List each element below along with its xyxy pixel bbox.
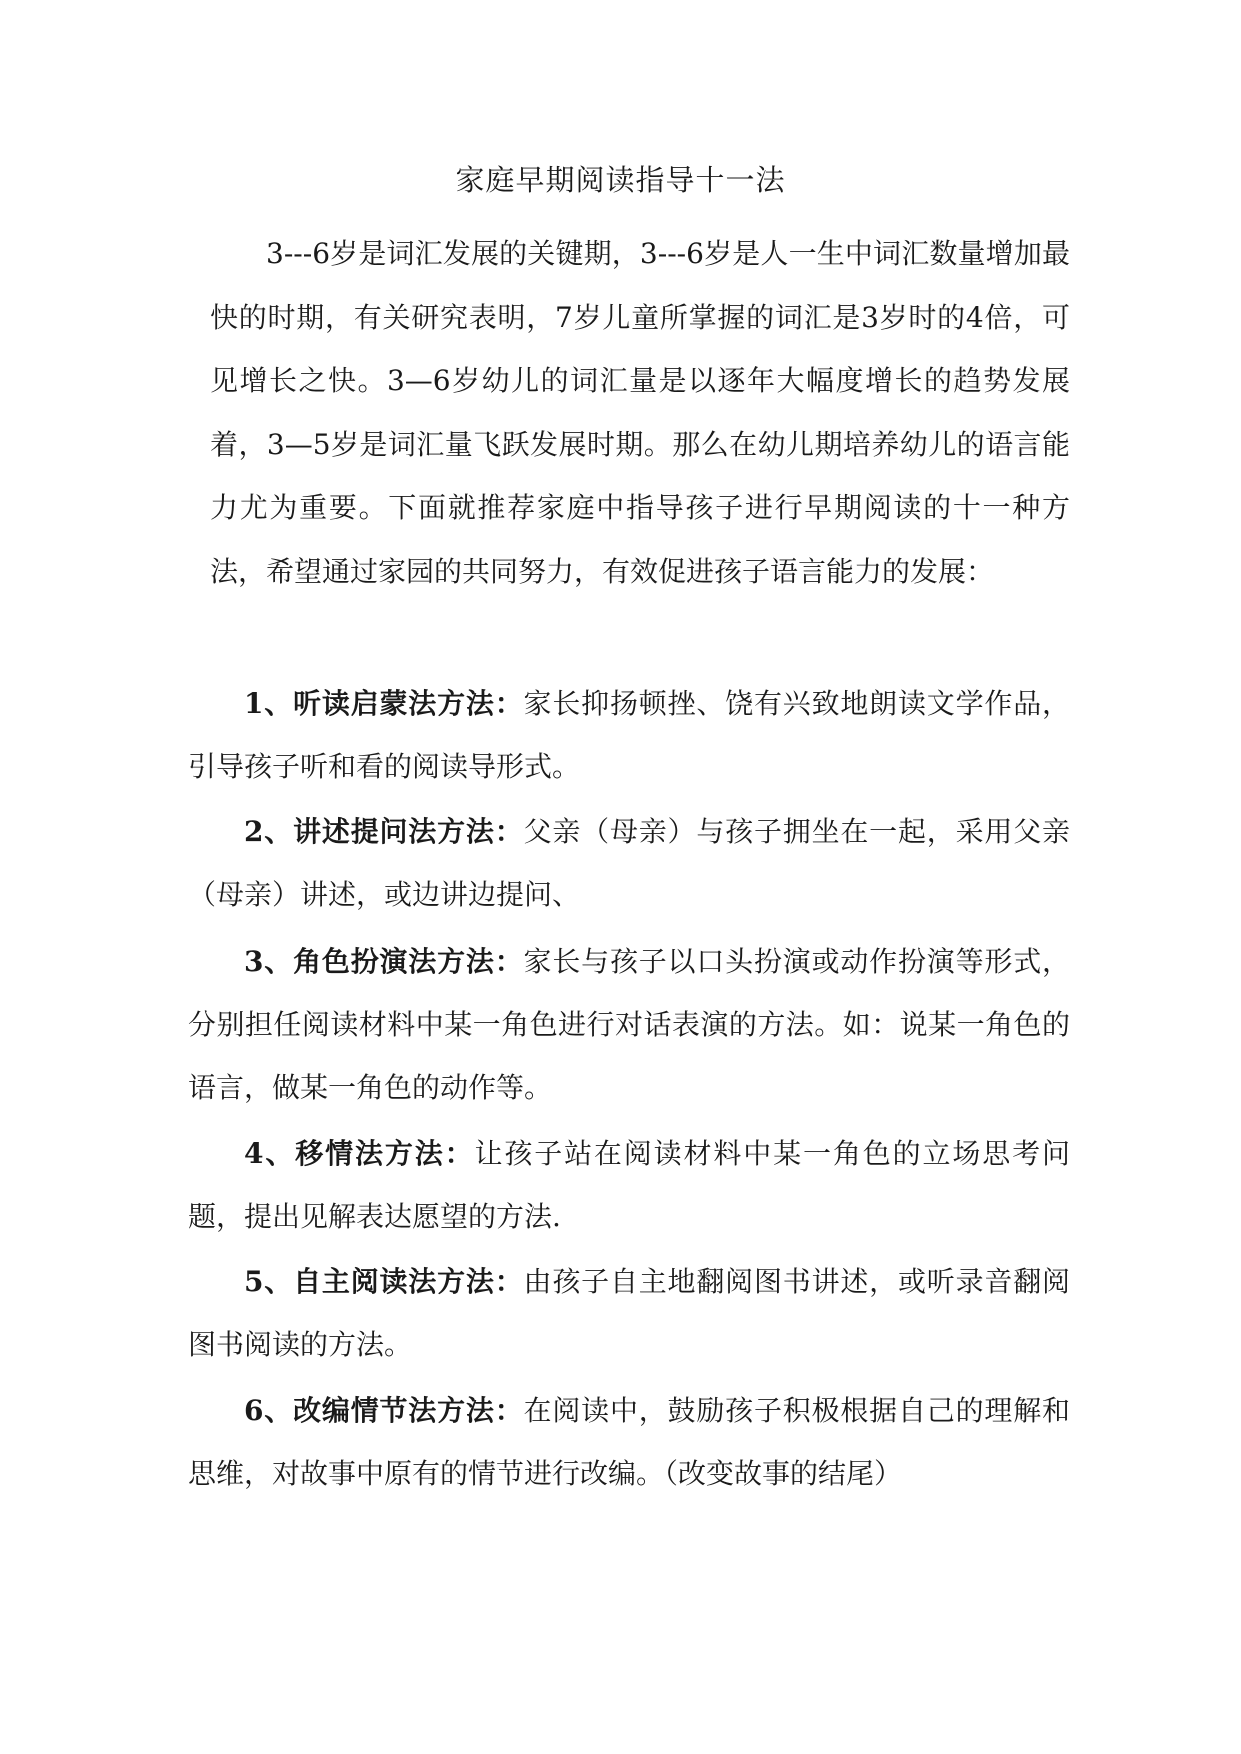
method-paragraph-3 <box>188 930 1070 1119</box>
method-heading: 5、自主阅读法方法： <box>244 1265 524 1298</box>
method-paragraph-5 <box>188 1250 1070 1376</box>
method-description: 家长抑扬顿挫、饶有兴致地朗读文学作品，引导孩子听和看的阅读导形式。 <box>188 687 1070 783</box>
method-heading: 4、移情法方法： <box>244 1137 475 1170</box>
method-paragraph-1 <box>188 672 1070 798</box>
method-paragraph-6 <box>188 1379 1070 1505</box>
document-title: 家庭早期阅读指导十一法 <box>455 163 786 197</box>
method-description: 家长与孩子以口头扮演或动作扮演等形式，分别担任阅读材料中某一角色进行对话表演的方法。如：说某一角色的语言，做某一角色的动作等。 <box>188 945 1070 1104</box>
method-heading: 2、讲述提问法方法： <box>244 815 524 848</box>
method-description: 在阅读中，鼓励孩子积极根据自己的理解和思维，对故事中原有的情节进行改编。（改变故事的结尾） <box>188 1394 1070 1490</box>
method-description: 父亲（母亲）与孩子拥坐在一起，采用父亲（母亲）讲述，或边讲边提问、 <box>188 815 1070 911</box>
method-paragraph-4 <box>188 1122 1070 1248</box>
method-heading: 6、改编情节法方法： <box>244 1394 524 1427</box>
method-description: 让孩子站在阅读材料中某一角色的立场思考问题，提出见解表达愿望的方法. <box>188 1137 1070 1233</box>
intro-paragraph: 3---6岁是词汇发展的关键期，3---6岁是人一生中词汇数量增加最快的时期，有关研究表明，7岁儿童所掌握的词汇是3岁时的4倍，可见增长之快。3—6岁幼儿的词汇量是以逐年大幅度增长的趋势发展着，3—5岁是词汇量飞跃发展时期。那么在幼儿期培养幼儿的语言能力尤为重要。下面就推荐家庭中指导孩子进行早期阅读的十一种方法，希望通过家园的共同努力，有效促进孩子语言能力的发展： <box>210 237 1070 588</box>
method-paragraph-2 <box>188 800 1070 926</box>
method-heading: 3、角色扮演法方法： <box>244 945 524 978</box>
method-description: 由孩子自主地翻阅图书讲述，或听录音翻阅图书阅读的方法。 <box>188 1265 1070 1361</box>
method-heading: 1、听读启蒙法方法： <box>244 687 524 720</box>
